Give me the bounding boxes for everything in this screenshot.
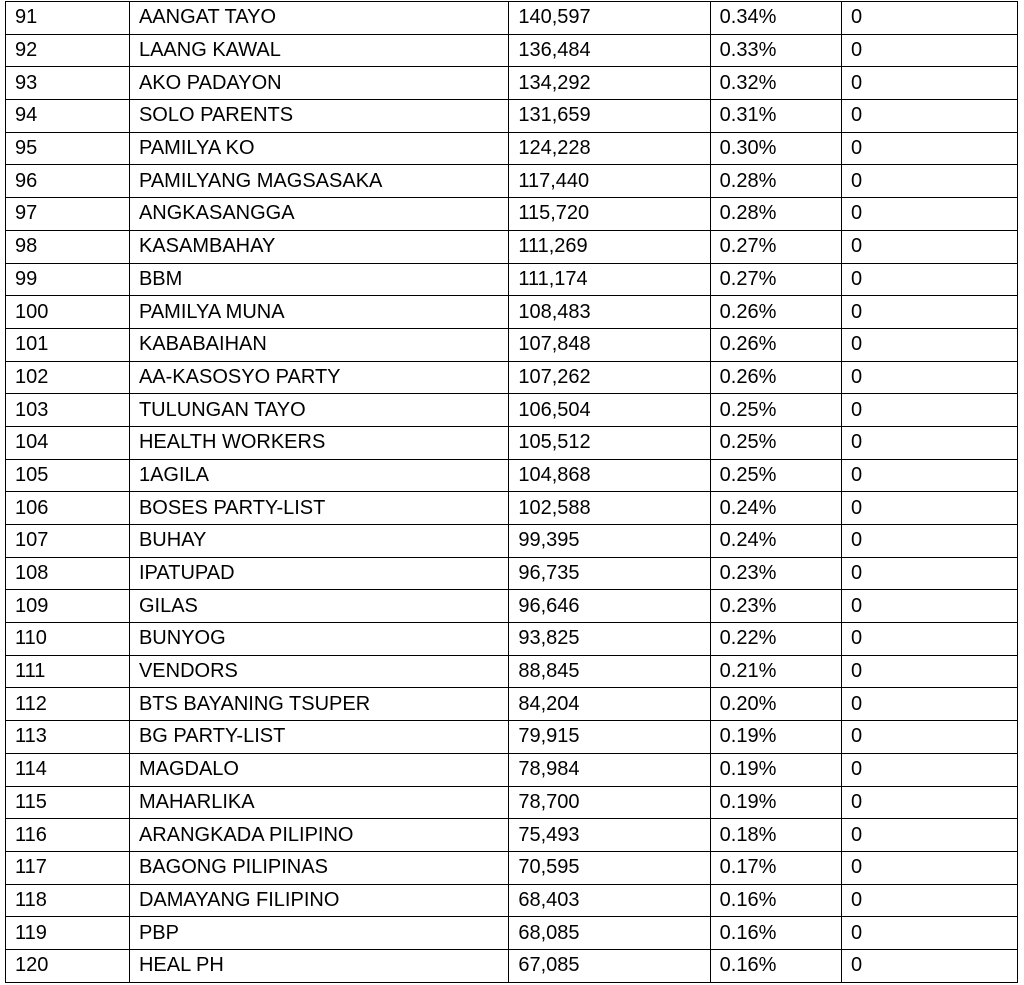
percent-cell: 0.19% bbox=[710, 786, 841, 819]
rank-cell: 96 bbox=[6, 165, 130, 198]
party-name-cell: TULUNGAN TAYO bbox=[129, 394, 508, 427]
seats-cell: 0 bbox=[842, 819, 1018, 852]
party-name-cell: AANGAT TAYO bbox=[129, 2, 508, 35]
percent-cell: 0.16% bbox=[710, 949, 841, 982]
table-row bbox=[6, 165, 1018, 198]
votes-cell: 78,984 bbox=[509, 753, 710, 786]
table-row bbox=[6, 459, 1018, 492]
rank-cell: 97 bbox=[6, 198, 130, 231]
rank-cell: 115 bbox=[6, 786, 130, 819]
votes-cell: 70,595 bbox=[509, 851, 710, 884]
seats-cell: 0 bbox=[842, 198, 1018, 231]
party-name-cell: BUHAY bbox=[129, 525, 508, 558]
rank-cell: 93 bbox=[6, 67, 130, 100]
seats-cell: 0 bbox=[842, 296, 1018, 329]
party-name-cell: DAMAYANG FILIPINO bbox=[129, 884, 508, 917]
table-row bbox=[6, 100, 1018, 133]
votes-cell: 88,845 bbox=[509, 655, 710, 688]
seats-cell: 0 bbox=[842, 230, 1018, 263]
party-name-cell: BG PARTY-LIST bbox=[129, 721, 508, 754]
table-row bbox=[6, 819, 1018, 852]
party-name-cell: ANGKASANGGA bbox=[129, 198, 508, 231]
seats-cell: 0 bbox=[842, 100, 1018, 133]
votes-cell: 105,512 bbox=[509, 426, 710, 459]
percent-cell: 0.28% bbox=[710, 165, 841, 198]
table-row bbox=[6, 132, 1018, 165]
party-name-cell: KABABAIHAN bbox=[129, 328, 508, 361]
percent-cell: 0.17% bbox=[710, 851, 841, 884]
rank-cell: 102 bbox=[6, 361, 130, 394]
seats-cell: 0 bbox=[842, 492, 1018, 525]
votes-cell: 96,646 bbox=[509, 590, 710, 623]
votes-cell: 107,848 bbox=[509, 328, 710, 361]
percent-cell: 0.18% bbox=[710, 819, 841, 852]
seats-cell: 0 bbox=[842, 426, 1018, 459]
party-name-cell: BBM bbox=[129, 263, 508, 296]
party-name-cell: MAGDALO bbox=[129, 753, 508, 786]
party-list-results-table bbox=[5, 1, 1018, 983]
votes-cell: 102,588 bbox=[509, 492, 710, 525]
rank-cell: 120 bbox=[6, 949, 130, 982]
party-name-cell: HEAL PH bbox=[129, 949, 508, 982]
party-name-cell: 1AGILA bbox=[129, 459, 508, 492]
seats-cell: 0 bbox=[842, 525, 1018, 558]
party-name-cell: AA-KASOSYO PARTY bbox=[129, 361, 508, 394]
percent-cell: 0.25% bbox=[710, 394, 841, 427]
percent-cell: 0.16% bbox=[710, 917, 841, 950]
votes-cell: 67,085 bbox=[509, 949, 710, 982]
percent-cell: 0.33% bbox=[710, 34, 841, 67]
percent-cell: 0.25% bbox=[710, 426, 841, 459]
votes-cell: 99,395 bbox=[509, 525, 710, 558]
percent-cell: 0.23% bbox=[710, 557, 841, 590]
percent-cell: 0.27% bbox=[710, 263, 841, 296]
rank-cell: 99 bbox=[6, 263, 130, 296]
table-row bbox=[6, 851, 1018, 884]
percent-cell: 0.21% bbox=[710, 655, 841, 688]
rank-cell: 110 bbox=[6, 623, 130, 656]
rank-cell: 117 bbox=[6, 851, 130, 884]
votes-cell: 106,504 bbox=[509, 394, 710, 427]
votes-cell: 84,204 bbox=[509, 688, 710, 721]
party-name-cell: LAANG KAWAL bbox=[129, 34, 508, 67]
seats-cell: 0 bbox=[842, 2, 1018, 35]
party-name-cell: BOSES PARTY-LIST bbox=[129, 492, 508, 525]
rank-cell: 106 bbox=[6, 492, 130, 525]
percent-cell: 0.26% bbox=[710, 296, 841, 329]
rank-cell: 104 bbox=[6, 426, 130, 459]
table-row bbox=[6, 753, 1018, 786]
votes-cell: 78,700 bbox=[509, 786, 710, 819]
seats-cell: 0 bbox=[842, 459, 1018, 492]
seats-cell: 0 bbox=[842, 917, 1018, 950]
table-row bbox=[6, 917, 1018, 950]
table-row bbox=[6, 230, 1018, 263]
party-name-cell: MAHARLIKA bbox=[129, 786, 508, 819]
rank-cell: 98 bbox=[6, 230, 130, 263]
rank-cell: 111 bbox=[6, 655, 130, 688]
votes-cell: 68,403 bbox=[509, 884, 710, 917]
seats-cell: 0 bbox=[842, 949, 1018, 982]
percent-cell: 0.30% bbox=[710, 132, 841, 165]
percent-cell: 0.31% bbox=[710, 100, 841, 133]
rank-cell: 92 bbox=[6, 34, 130, 67]
rank-cell: 91 bbox=[6, 2, 130, 35]
rank-cell: 101 bbox=[6, 328, 130, 361]
table-row bbox=[6, 34, 1018, 67]
party-name-cell: IPATUPAD bbox=[129, 557, 508, 590]
table-row bbox=[6, 394, 1018, 427]
rank-cell: 95 bbox=[6, 132, 130, 165]
rank-cell: 112 bbox=[6, 688, 130, 721]
party-name-cell: BAGONG PILIPINAS bbox=[129, 851, 508, 884]
votes-cell: 68,085 bbox=[509, 917, 710, 950]
seats-cell: 0 bbox=[842, 67, 1018, 100]
votes-cell: 111,269 bbox=[509, 230, 710, 263]
votes-cell: 108,483 bbox=[509, 296, 710, 329]
party-name-cell: KASAMBAHAY bbox=[129, 230, 508, 263]
seats-cell: 0 bbox=[842, 753, 1018, 786]
table-row bbox=[6, 557, 1018, 590]
percent-cell: 0.20% bbox=[710, 688, 841, 721]
party-name-cell: BUNYOG bbox=[129, 623, 508, 656]
percent-cell: 0.24% bbox=[710, 492, 841, 525]
percent-cell: 0.28% bbox=[710, 198, 841, 231]
table-row bbox=[6, 655, 1018, 688]
votes-cell: 115,720 bbox=[509, 198, 710, 231]
rank-cell: 107 bbox=[6, 525, 130, 558]
table-row bbox=[6, 263, 1018, 296]
percent-cell: 0.23% bbox=[710, 590, 841, 623]
seats-cell: 0 bbox=[842, 851, 1018, 884]
party-name-cell: PAMILYA MUNA bbox=[129, 296, 508, 329]
seats-cell: 0 bbox=[842, 623, 1018, 656]
party-name-cell: HEALTH WORKERS bbox=[129, 426, 508, 459]
votes-cell: 104,868 bbox=[509, 459, 710, 492]
seats-cell: 0 bbox=[842, 721, 1018, 754]
percent-cell: 0.26% bbox=[710, 328, 841, 361]
party-name-cell: PAMILYA KO bbox=[129, 132, 508, 165]
seats-cell: 0 bbox=[842, 786, 1018, 819]
party-name-cell: GILAS bbox=[129, 590, 508, 623]
party-name-cell: VENDORS bbox=[129, 655, 508, 688]
table-row bbox=[6, 884, 1018, 917]
table-row bbox=[6, 328, 1018, 361]
rank-cell: 94 bbox=[6, 100, 130, 133]
seats-cell: 0 bbox=[842, 263, 1018, 296]
seats-cell: 0 bbox=[842, 165, 1018, 198]
seats-cell: 0 bbox=[842, 132, 1018, 165]
seats-cell: 0 bbox=[842, 688, 1018, 721]
table-row bbox=[6, 296, 1018, 329]
rank-cell: 108 bbox=[6, 557, 130, 590]
percent-cell: 0.26% bbox=[710, 361, 841, 394]
table-row bbox=[6, 198, 1018, 231]
percent-cell: 0.34% bbox=[710, 2, 841, 35]
seats-cell: 0 bbox=[842, 590, 1018, 623]
percent-cell: 0.32% bbox=[710, 67, 841, 100]
rank-cell: 109 bbox=[6, 590, 130, 623]
party-name-cell: ARANGKADA PILIPINO bbox=[129, 819, 508, 852]
percent-cell: 0.22% bbox=[710, 623, 841, 656]
rank-cell: 113 bbox=[6, 721, 130, 754]
percent-cell: 0.25% bbox=[710, 459, 841, 492]
votes-cell: 136,484 bbox=[509, 34, 710, 67]
votes-cell: 75,493 bbox=[509, 819, 710, 852]
rank-cell: 103 bbox=[6, 394, 130, 427]
percent-cell: 0.16% bbox=[710, 884, 841, 917]
seats-cell: 0 bbox=[842, 34, 1018, 67]
rank-cell: 116 bbox=[6, 819, 130, 852]
table-row bbox=[6, 67, 1018, 100]
table-row bbox=[6, 2, 1018, 35]
party-name-cell: AKO PADAYON bbox=[129, 67, 508, 100]
votes-cell: 140,597 bbox=[509, 2, 710, 35]
seats-cell: 0 bbox=[842, 655, 1018, 688]
rank-cell: 114 bbox=[6, 753, 130, 786]
seats-cell: 0 bbox=[842, 394, 1018, 427]
percent-cell: 0.19% bbox=[710, 721, 841, 754]
votes-cell: 124,228 bbox=[509, 132, 710, 165]
table-row bbox=[6, 786, 1018, 819]
table-row bbox=[6, 426, 1018, 459]
seats-cell: 0 bbox=[842, 884, 1018, 917]
table-row bbox=[6, 492, 1018, 525]
percent-cell: 0.27% bbox=[710, 230, 841, 263]
table-row bbox=[6, 590, 1018, 623]
percent-cell: 0.19% bbox=[710, 753, 841, 786]
votes-cell: 134,292 bbox=[509, 67, 710, 100]
rank-cell: 100 bbox=[6, 296, 130, 329]
votes-cell: 131,659 bbox=[509, 100, 710, 133]
table-body bbox=[6, 2, 1018, 983]
party-name-cell: PAMILYANG MAGSASAKA bbox=[129, 165, 508, 198]
votes-cell: 79,915 bbox=[509, 721, 710, 754]
table-row bbox=[6, 361, 1018, 394]
seats-cell: 0 bbox=[842, 557, 1018, 590]
votes-cell: 96,735 bbox=[509, 557, 710, 590]
rank-cell: 118 bbox=[6, 884, 130, 917]
percent-cell: 0.24% bbox=[710, 525, 841, 558]
table-row bbox=[6, 688, 1018, 721]
table-row bbox=[6, 949, 1018, 982]
party-name-cell: SOLO PARENTS bbox=[129, 100, 508, 133]
rank-cell: 105 bbox=[6, 459, 130, 492]
party-name-cell: BTS BAYANING TSUPER bbox=[129, 688, 508, 721]
table-row bbox=[6, 623, 1018, 656]
votes-cell: 117,440 bbox=[509, 165, 710, 198]
votes-cell: 93,825 bbox=[509, 623, 710, 656]
votes-cell: 107,262 bbox=[509, 361, 710, 394]
rank-cell: 119 bbox=[6, 917, 130, 950]
table-row bbox=[6, 721, 1018, 754]
seats-cell: 0 bbox=[842, 361, 1018, 394]
seats-cell: 0 bbox=[842, 328, 1018, 361]
table-row bbox=[6, 525, 1018, 558]
votes-cell: 111,174 bbox=[509, 263, 710, 296]
party-name-cell: PBP bbox=[129, 917, 508, 950]
